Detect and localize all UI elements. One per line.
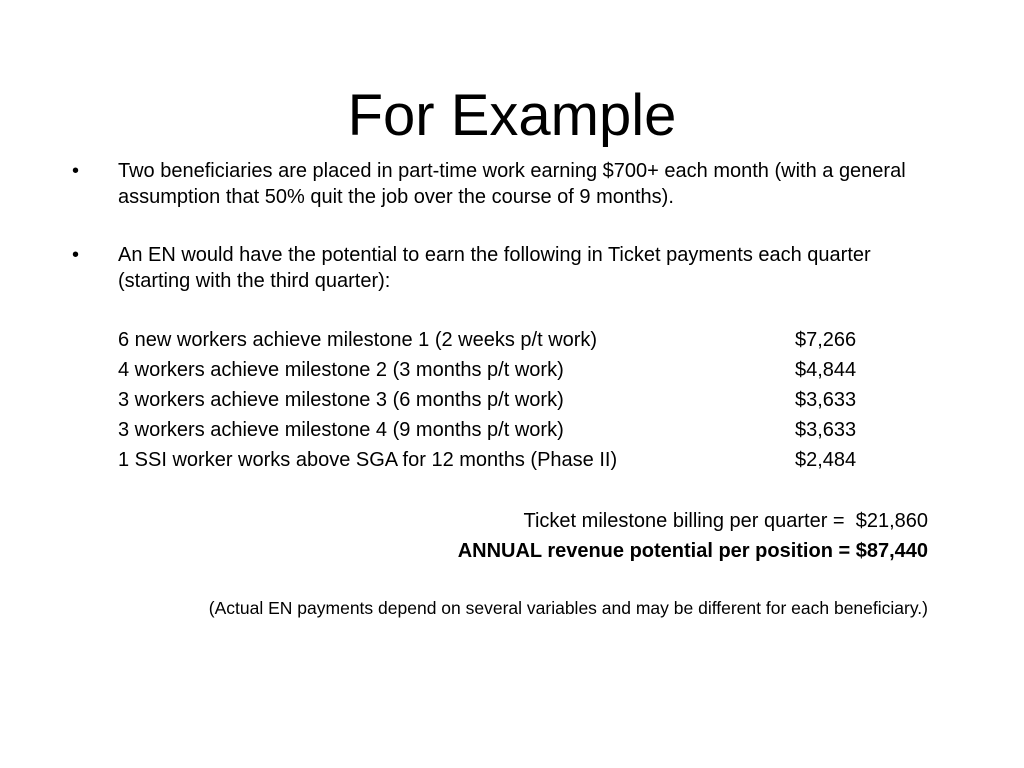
bullet-text: An EN would have the potential to earn the following in Ticket payments each quarter (starting with the third quarter): xyxy=(118,244,871,292)
milestone-table xyxy=(118,325,878,475)
milestone-row xyxy=(118,385,878,415)
bullet-marker: • xyxy=(72,244,80,266)
milestone-label: 3 workers achieve milestone 3 (6 months p/t work) xyxy=(118,389,564,411)
footnote: (Actual EN payments depend on several variables and may be different for each beneficiary.) xyxy=(208,598,928,618)
milestone-amount: $3,633 xyxy=(795,419,857,441)
milestone-label: 6 new workers achieve milestone 1 (2 weeks p/t work) xyxy=(118,329,598,351)
milestone-label: 3 workers achieve milestone 4 (9 months p/t work) xyxy=(118,419,564,441)
slide-title: For Example xyxy=(347,83,677,148)
bullet-marker: • xyxy=(72,160,80,182)
milestone-row xyxy=(118,355,878,385)
milestone-amount: $2,484 xyxy=(795,449,857,471)
milestone-amount: $7,266 xyxy=(795,329,857,351)
milestone-row xyxy=(118,325,878,355)
milestone-label: 1 SSI worker works above SGA for 12 months (Phase II) xyxy=(118,449,618,471)
milestone-amount: $3,633 xyxy=(795,389,857,411)
bullet-text: Two beneficiaries are placed in part-time work earning $700+ each month (with a general assumption that 50% quit the job over the course of 9 months). xyxy=(118,160,906,208)
milestone-label: 4 workers achieve milestone 2 (3 months p/t work) xyxy=(118,359,564,381)
milestone-amount: $4,844 xyxy=(795,359,857,381)
milestone-row xyxy=(118,445,878,475)
quarterly-billing-total: Ticket milestone billing per quarter = $21,860 xyxy=(523,510,928,532)
milestone-row xyxy=(118,415,878,445)
annual-revenue-total: ANNUAL revenue potential per position = $87,440 xyxy=(457,540,928,562)
